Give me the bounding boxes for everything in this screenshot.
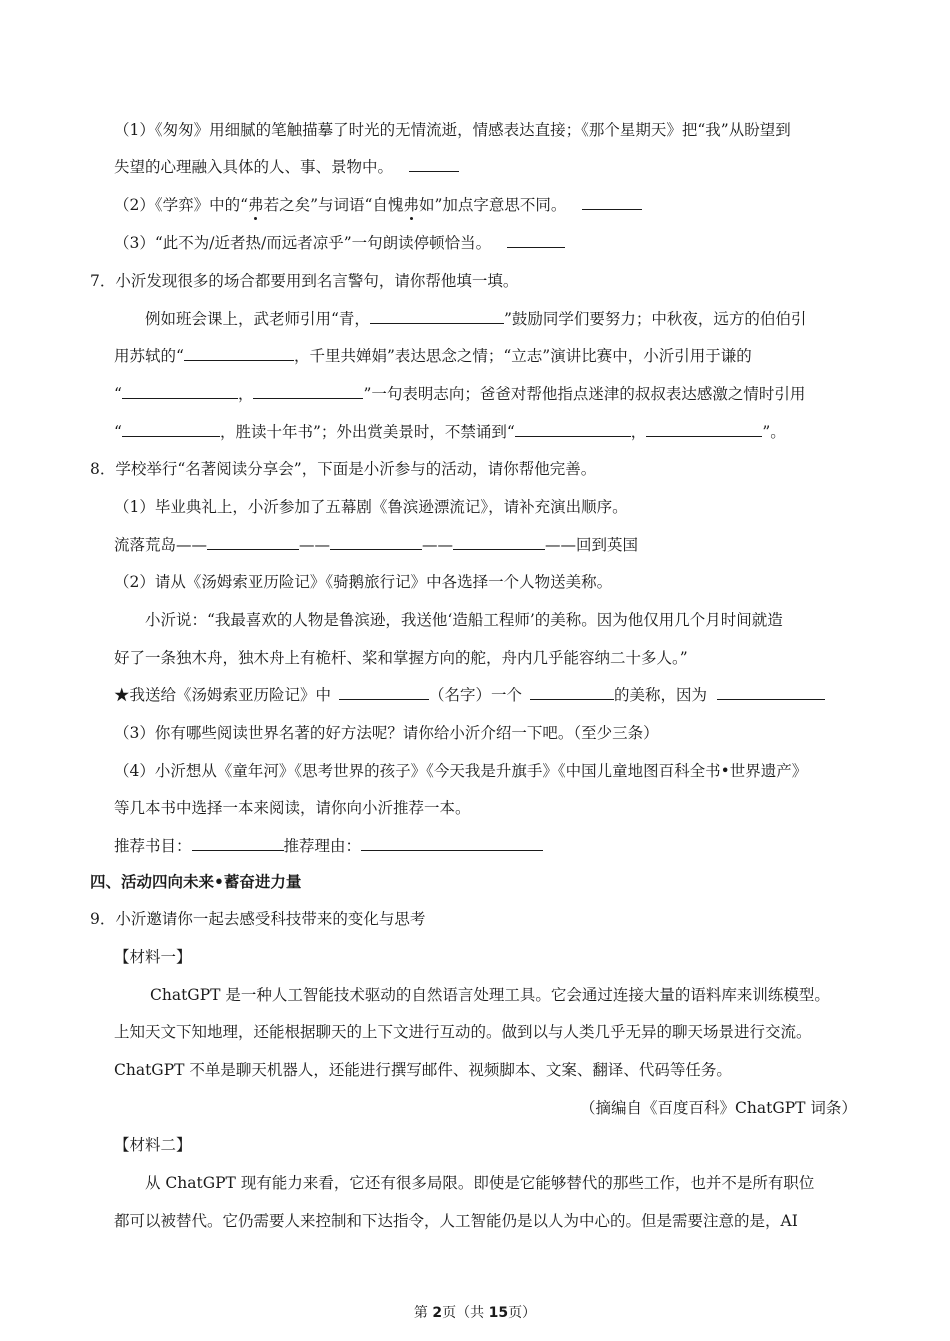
q7-l4-text-b: ，胜读十年书”；外出赏美景时，不禁诵到“ [219, 423, 515, 441]
q8-star-line [114, 685, 825, 705]
q7-l1-text-b: ”鼓励同学们要努力；中秋夜，远方的伯伯引 [503, 310, 807, 328]
q8-quote-line2 [114, 648, 688, 668]
q7-stem-text: 7．小沂发现很多的场合都要用到名言警句，请你帮他填一填。 [90, 272, 519, 290]
q8-quote-line1 [145, 610, 783, 630]
q6-item2-dotted-char-2: 弗 [403, 196, 419, 214]
footer-text-3: 页） [508, 1305, 537, 1321]
q8-sub1 [114, 497, 628, 517]
q6-item2-answer-blank[interactable] [582, 195, 642, 210]
q8-seq-blank-2[interactable] [330, 535, 422, 550]
q9-m2-l1-text: 从 ChatGPT 现有能力来看，它还有很多局限。即使是它能够替代的那些工作，也并不是所有职位 [145, 1174, 815, 1192]
q7-blank-3[interactable] [122, 384, 238, 399]
q8-stem-text: 8．学校举行“名著阅读分享会”，下面是小沂参与的活动，请你帮他完善。 [90, 460, 597, 478]
q6-item1-text-a: （1）《匆匆》用细腻的笔触描摹了时光的无情流逝，情感表达直接；《那个星期天》把“我”从盼望到 [114, 121, 791, 139]
q7-l4-text-a: “ [114, 423, 122, 441]
q6-item2-dotted-char-1: 弗 [248, 196, 264, 214]
q6-item1-answer-blank[interactable] [409, 157, 459, 172]
q8-quote2-text: 好了一条独木舟，独木舟上有桅杆、桨和掌握方向的舵，舟内几乎能容纳二十多人。” [114, 649, 688, 667]
q9-m1-l3-text: ChatGPT 不单是聊天机器人，还能进行撰写邮件、视频脚本、文案、翻译、代码等任务。 [114, 1061, 732, 1079]
q8-seq-blank-1[interactable] [207, 535, 299, 550]
footer-total-pages: 15 [488, 1305, 509, 1321]
q7-line3 [114, 384, 805, 404]
q7-l3-text-c: ”一句表明志向；爸爸对帮他指点迷津的叔叔表达感激之情时引用 [363, 385, 806, 403]
q9-m1-source-text: （摘编自《百度百科》ChatGPT 词条） [580, 1099, 857, 1117]
q7-line4 [114, 422, 786, 442]
q8-seq-end: ——回到英国 [545, 536, 639, 554]
q9-stem [90, 909, 425, 929]
q7-l2-text-a: 用苏轼的“ [114, 347, 184, 365]
q8-star-text-c: 的美称，因为 [614, 686, 708, 704]
q6-item2-text-2: 若之矣”与词语“自愧 [263, 196, 404, 214]
q8-seq-sep-1: —— [299, 536, 331, 554]
q9-m1-l2-text: 上知天文下知地理，还能根据聊天的上下文进行互动的。做到以与人类几乎无异的聊天场景进行交流。 [114, 1023, 812, 1041]
footer-text-1: 第 [413, 1305, 433, 1321]
q8-quote1-text: 小沂说：“我最喜欢的人物是鲁滨逊，我送他‘造船工程师’的美称。因为他仅用几个月时间就造 [145, 611, 783, 629]
q6-item1-text-b: 失望的心理融入具体的人、事、景物中。 [114, 158, 394, 176]
footer-text-2: 页（共 [442, 1305, 489, 1321]
q6-item2-text-1: （2）《学弈》中的“ [114, 196, 249, 214]
q8-sub4-text-b: 等几本书中选择一本来阅读，请你向小沂推荐一本。 [114, 799, 471, 817]
q8-sub3-text: （3）你有哪些阅读世界名著的好方法呢？请你给小沂介绍一下吧。（至少三条） [114, 724, 659, 742]
q6-item1-line2 [114, 157, 459, 177]
footer-page-number: 2 [432, 1305, 443, 1321]
q7-blank-2[interactable] [184, 346, 294, 361]
q7-blank-1[interactable] [370, 309, 504, 324]
q9-material2-label [114, 1135, 192, 1155]
q7-stem [90, 271, 518, 291]
q6-item2-line [114, 195, 642, 215]
q8-sub1-text: （1）毕业典礼上，小沂参加了五幕剧《鲁滨逊漂流记》，请补充演出顺序。 [114, 498, 628, 516]
q9-m1-line2 [114, 1022, 812, 1042]
q7-blank-7[interactable] [646, 422, 762, 437]
q8-rec-reason-label: 推荐理由： [283, 837, 362, 855]
q9-m1-line1 [150, 985, 830, 1005]
q8-sub2 [114, 572, 612, 592]
q9-m1-label-text: 【材料一】 [114, 948, 192, 966]
q9-stem-text: 9．小沂邀请你一起去感受科技带来的变化与思考 [90, 910, 426, 928]
q9-m1-l1-text: ChatGPT 是一种人工智能技术驱动的自然语言处理工具。它会通过连接大量的语料库来训练模型。 [150, 986, 830, 1004]
q8-recommend-line [114, 836, 543, 856]
q7-l3-text-b: ， [237, 385, 254, 403]
q7-line2 [114, 346, 752, 366]
section4-heading-text: 四、活动四向未来•蓄奋进力量 [90, 872, 302, 891]
q9-material1-label [114, 947, 192, 967]
q8-title-blank[interactable] [530, 685, 614, 700]
q7-blank-5[interactable] [122, 422, 220, 437]
q8-sub2-text: （2）请从《汤姆索亚历险记》《骑鹅旅行记》中各选择一个人物送美称。 [114, 573, 613, 591]
q6-item3-text: （3）“此不为/近者热/而远者凉乎”一句朗读停顿恰当。 [114, 234, 492, 252]
q7-l4-text-c: ， [630, 423, 647, 441]
q9-m1-line3 [114, 1060, 732, 1080]
q8-name-blank[interactable] [339, 685, 429, 700]
q6-item3-line [114, 233, 565, 253]
page-footer [0, 1302, 950, 1322]
q8-star-text-a: ★我送给《汤姆索亚历险记》中 [114, 686, 332, 704]
q8-sub4-text-a: （4）小沂想从《童年河》《思考世界的孩子》《今天我是升旗手》《中国儿童地图百科全书•世界遗产》 [114, 762, 808, 780]
q8-sub4-line2 [114, 798, 471, 818]
q7-blank-4[interactable] [253, 384, 363, 399]
q8-rec-book-blank[interactable] [192, 836, 284, 851]
q9-m2-l2-text: 都可以被替代。它仍需要人来控制和下达指令，人工智能仍是以人为中心的。但是需要注意的是，AI [114, 1212, 798, 1230]
q7-blank-6[interactable] [515, 422, 631, 437]
q7-l2-text-b: ，千里共婵娟”表达思念之情；“立志”演讲比赛中，小沂引用于谦的 [293, 347, 752, 365]
section4-heading [90, 872, 301, 892]
q6-item2-text-3: 如”加点字意思不同。 [418, 196, 567, 214]
q8-rec-book-label: 推荐书目： [114, 837, 192, 855]
q8-star-text-b: （名字）一个 [429, 686, 523, 704]
q9-m2-label-text: 【材料二】 [114, 1136, 192, 1154]
q9-m2-line2 [114, 1211, 798, 1231]
q8-sequence-line [114, 535, 638, 555]
q7-l3-text-a: “ [114, 385, 122, 403]
q6-item3-answer-blank[interactable] [507, 233, 565, 248]
q8-seq-sep-2: —— [422, 536, 454, 554]
q7-l1-text-a: 例如班会课上，武老师引用“青， [145, 310, 370, 328]
q6-item1-line1 [114, 120, 791, 140]
q9-m1-source [580, 1098, 857, 1118]
q8-sub3 [114, 723, 659, 743]
q7-line1 [145, 309, 806, 329]
q8-reason-blank[interactable] [717, 685, 825, 700]
q8-rec-reason-blank[interactable] [361, 836, 543, 851]
q8-stem [90, 459, 596, 479]
q7-l4-text-d: ”。 [762, 423, 786, 441]
q8-seq-blank-3[interactable] [453, 535, 545, 550]
q9-m2-line1 [145, 1173, 814, 1193]
q8-seq-start: 流落荒岛—— [114, 536, 208, 554]
q8-sub4-line1 [114, 761, 807, 781]
